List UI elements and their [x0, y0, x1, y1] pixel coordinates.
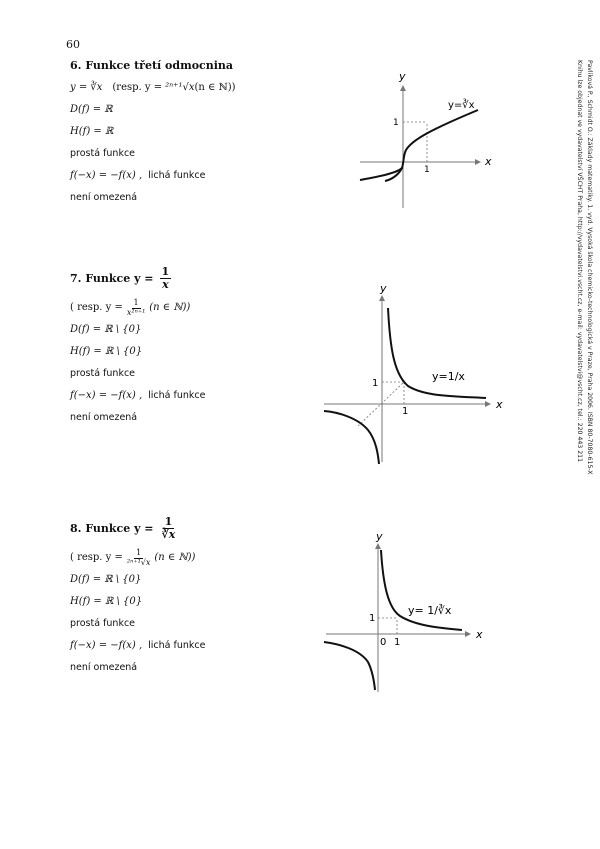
- section-reciprocal-cube-root: [70, 516, 205, 679]
- section-reciprocal: [70, 266, 205, 429]
- graph-reciprocal: [318, 278, 508, 468]
- parity-word: lichá funkce: [148, 640, 206, 652]
- tick-x-1: 1: [424, 165, 430, 175]
- x-axis-label: x: [496, 398, 503, 411]
- tick-x-1: 1: [402, 406, 409, 417]
- heading-numerator: 1: [164, 515, 173, 528]
- property-injective: prostá funkce: [70, 148, 136, 160]
- curve-positive-branch: [388, 308, 486, 398]
- x-axis-label: x: [476, 628, 483, 641]
- tick-y-1: 1: [369, 613, 376, 624]
- heading-denominator: x: [162, 278, 169, 292]
- section-heading: 6. Funkce třetí odmocnina: [70, 59, 234, 72]
- domain: D(f) = ℝ \ {0}: [70, 574, 142, 586]
- side-note: [566, 60, 594, 540]
- parity-word: lichá funkce: [148, 170, 206, 182]
- parity-expr: f(−x) = −f(x) ,: [70, 640, 143, 652]
- formula-resp-root: ²ⁿ⁺¹√x: [165, 82, 195, 93]
- y-axis-label: y: [380, 282, 387, 295]
- section-heading: [70, 266, 205, 291]
- formula-resp-post: (n ∈ ℕ)): [149, 302, 191, 314]
- resp-numerator: 1: [136, 547, 142, 557]
- formula-line: [70, 547, 205, 569]
- curve-positive-branch: [381, 550, 462, 630]
- formula-line: [70, 77, 236, 99]
- domain: D(f) = ℝ \ {0}: [70, 324, 142, 336]
- resp-fraction: [125, 299, 147, 318]
- curve-negative-branch: [324, 642, 375, 690]
- formula-main: y = ∛x: [70, 82, 103, 93]
- tick-y-1: 1: [393, 118, 399, 128]
- resp-fraction: [125, 549, 153, 568]
- parity-expr: f(−x) = −f(x) ,: [70, 170, 143, 181]
- heading-numerator: 1: [161, 265, 170, 278]
- heading-denominator: ∛x: [161, 528, 176, 542]
- graph-cube-root: [330, 68, 500, 218]
- range: H(f) = ℝ \ {0}: [70, 346, 143, 358]
- property-injective: prostá funkce: [70, 618, 136, 630]
- curve-negative-branch: [324, 411, 379, 464]
- resp-denominator: ²ⁿ⁺¹√x: [126, 557, 151, 567]
- curve-label: y=∛x: [448, 100, 475, 111]
- parity-line: [70, 165, 236, 187]
- section-heading: [70, 516, 205, 541]
- property-injective: prostá funkce: [70, 368, 136, 380]
- property-unbounded: není omezená: [70, 662, 138, 674]
- y-axis-label: y: [376, 530, 383, 543]
- x-axis-label: x: [485, 155, 492, 168]
- curve-label: y=1/x: [432, 370, 465, 383]
- tick-y-1: 1: [372, 378, 379, 389]
- resp-numerator: 1: [133, 297, 139, 307]
- resp-denominator: x²ⁿ⁺¹: [126, 307, 146, 317]
- heading-fraction: [160, 516, 178, 541]
- graph-reciprocal-cube-root: [320, 528, 490, 696]
- domain: D(f) = ℝ: [70, 104, 113, 115]
- heading-text: 7. Funkce y =: [70, 272, 154, 286]
- page-number: 60: [66, 38, 80, 51]
- range: H(f) = ℝ \ {0}: [70, 596, 143, 608]
- section-cube-root: [70, 60, 236, 209]
- side-note-line-2: Knihu lze objednat ve vydavatelství VŠCHT Praha, http://vydavatelstvi.vscht.cz, e-mail: vydavatelstvi@vscht.cz, tel.: 220 443 211: [576, 60, 583, 463]
- side-note-line-1: Pavlíková P., Schmidt O.: Základy matematiky. 1. vyd. Vysoká škola chemicko-technologická v Praze, Praha 2006. ISBN 80-7080-615-X: [586, 60, 593, 475]
- formula-resp-pre: ( resp. y =: [70, 302, 123, 314]
- y-axis-label: y: [399, 70, 406, 83]
- parity-expr: f(−x) = −f(x) ,: [70, 390, 143, 402]
- property-unbounded: není omezená: [70, 412, 138, 424]
- heading-text: 8. Funkce y =: [70, 522, 154, 536]
- parity-line: [70, 635, 205, 657]
- curve-label: y= 1/∛x: [408, 604, 452, 617]
- tick-x-1: 1: [394, 637, 401, 648]
- formula-resp-pre: (resp. y =: [112, 82, 163, 93]
- formula-resp-pre: ( resp. y =: [70, 552, 123, 564]
- formula-line: [70, 297, 205, 319]
- heading-fraction: [160, 266, 172, 291]
- range: H(f) = ℝ: [70, 126, 114, 137]
- formula-resp-post: (n ∈ ℕ)): [154, 552, 196, 564]
- parity-word: lichá funkce: [148, 390, 206, 402]
- formula-resp-post: (n ∈ ℕ)): [194, 82, 236, 93]
- property-unbounded: není omezená: [70, 192, 138, 204]
- tick-origin: 0: [380, 637, 387, 648]
- parity-line: [70, 385, 205, 407]
